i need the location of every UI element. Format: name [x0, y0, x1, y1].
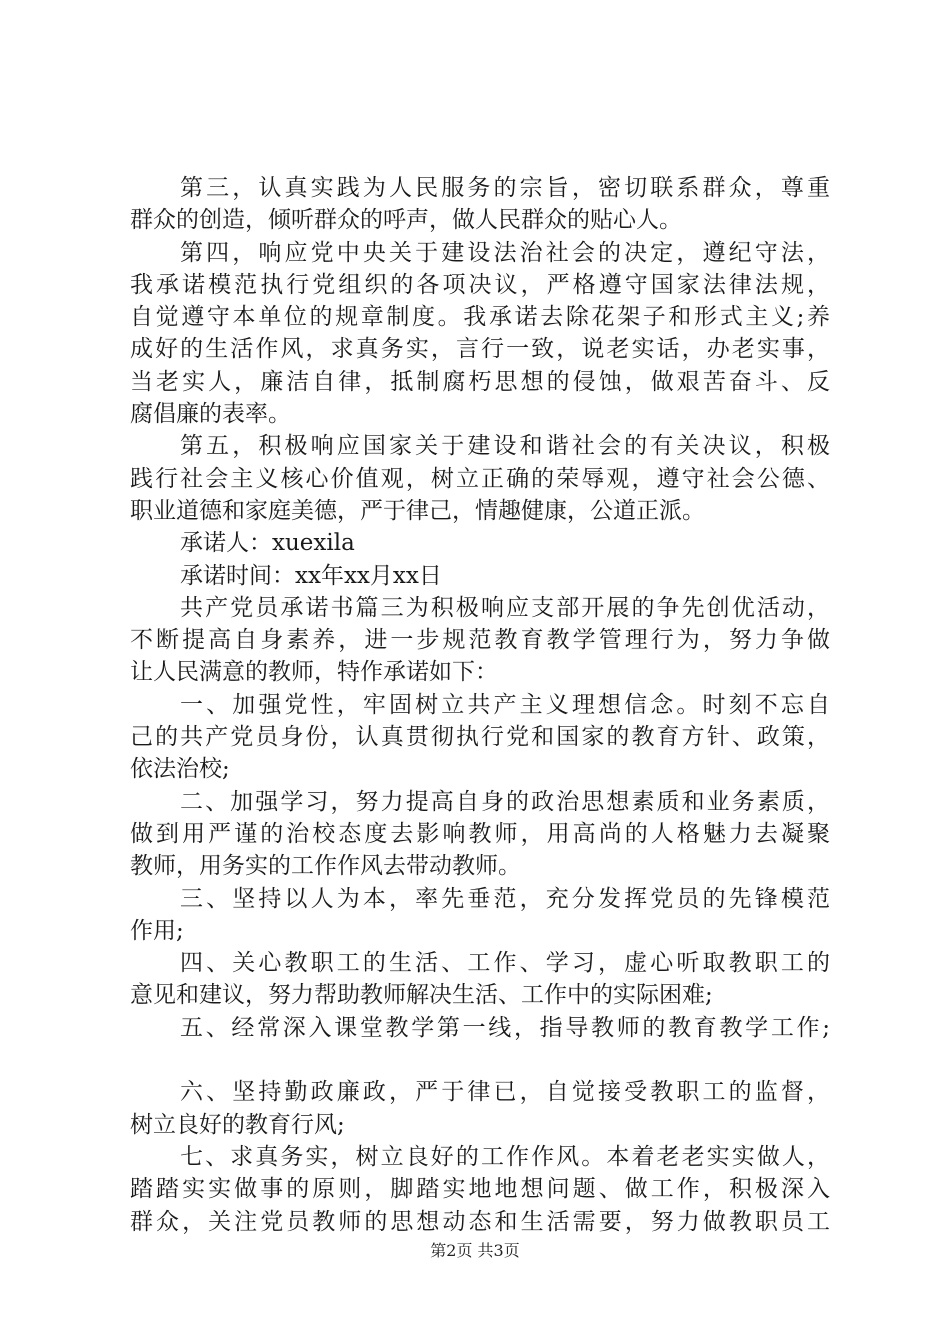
- text-line: 第五，积极响应国家关于建设和谐社会的有关决议，积极: [180, 433, 830, 460]
- blank-line: [130, 1044, 830, 1076]
- text-line: 踏踏实实做事的原则，脚踏实地地想问题、做工作，积极深入: [130, 1176, 830, 1203]
- text-line: 二、加强学习，努力提高自身的政治思想素质和业务素质，: [180, 788, 830, 815]
- text-line: 职业道德和家庭美德，严于律己，情趣健康，公道正派。: [130, 497, 705, 524]
- text-line: 不断提高自身素养，进一步规范教育教学管理行为，努力争做: [130, 627, 830, 654]
- text-line: 依法治校;: [130, 756, 230, 783]
- text-line: 六、坚持勤政廉政，严于律已，自觉接受教职工的监督，: [180, 1079, 830, 1106]
- text-line: 七、求真务实，树立良好的工作作风。本着老老实实做人，: [180, 1143, 830, 1170]
- text-line: 当老实人，廉洁自律，抵制腐朽思想的侵蚀，做艰苦奋斗、反: [130, 368, 830, 395]
- text-line: 教师，用务实的工作作风去带动教师。: [130, 853, 521, 880]
- text-line: 一、加强党性，牢固树立共产主义理想信念。时刻不忘自: [180, 691, 830, 718]
- text-line: 共产党员承诺书篇三为积极响应支部开展的争先创优活动，: [180, 594, 830, 621]
- text-line: 五、经常深入课堂教学第一线，指导教师的教育教学工作;: [180, 1014, 830, 1041]
- text-line: 腐倡廉的表率。: [130, 401, 291, 428]
- text-line: 做到用严谨的治校态度去影响教师，用高尚的人格魅力去凝聚: [130, 820, 830, 847]
- text-line: 意见和建议，努力帮助教师解决生活、工作中的实际困难;: [130, 982, 713, 1009]
- signatory-line: 承诺人：xuexila: [180, 530, 355, 557]
- text-line: 四、关心教职工的生活、工作、学习，虚心听取教职工的: [180, 950, 830, 977]
- text-line: 我承诺模范执行党组织的各项决议，严格遵守国家法律法规，: [130, 271, 830, 298]
- text-line: 成好的生活作风，求真务实，言行一致，说老实话，办老实事，: [130, 336, 830, 363]
- page-number-footer: 第2页 共3页: [430, 1241, 520, 1260]
- text-line: 三、坚持以人为本，率先垂范，充分发挥党员的先锋模范: [180, 885, 830, 912]
- text-line: 树立良好的教育行风;: [130, 1111, 345, 1138]
- text-line: 践行社会主义核心价值观，树立正确的荣辱观，遵守社会公德、: [130, 465, 830, 492]
- text-line: 第四，响应党中央关于建设法治社会的决定，遵纪守法，: [180, 239, 830, 266]
- date-line: 承诺时间：xx年xx月xx日: [180, 562, 442, 589]
- text-line: 己的共产党员身份，认真贯彻执行党和国家的教育方针、政策，: [130, 724, 830, 751]
- document-body: [130, 172, 830, 1238]
- text-line: 群众的创造，倾听群众的呼声，做人民群众的贴心人。: [130, 207, 682, 234]
- text-line: 让人民满意的教师，特作承诺如下：: [130, 659, 498, 686]
- text-line: 自觉遵守本单位的规章制度。我承诺去除花架子和形式主义;养: [130, 304, 830, 331]
- text-line: 第三，认真实践为人民服务的宗旨，密切联系群众，尊重: [180, 175, 830, 201]
- text-line: 群众，关注党员教师的思想动态和生活需要，努力做教职员工: [130, 1208, 830, 1235]
- text-line: 作用;: [130, 917, 184, 944]
